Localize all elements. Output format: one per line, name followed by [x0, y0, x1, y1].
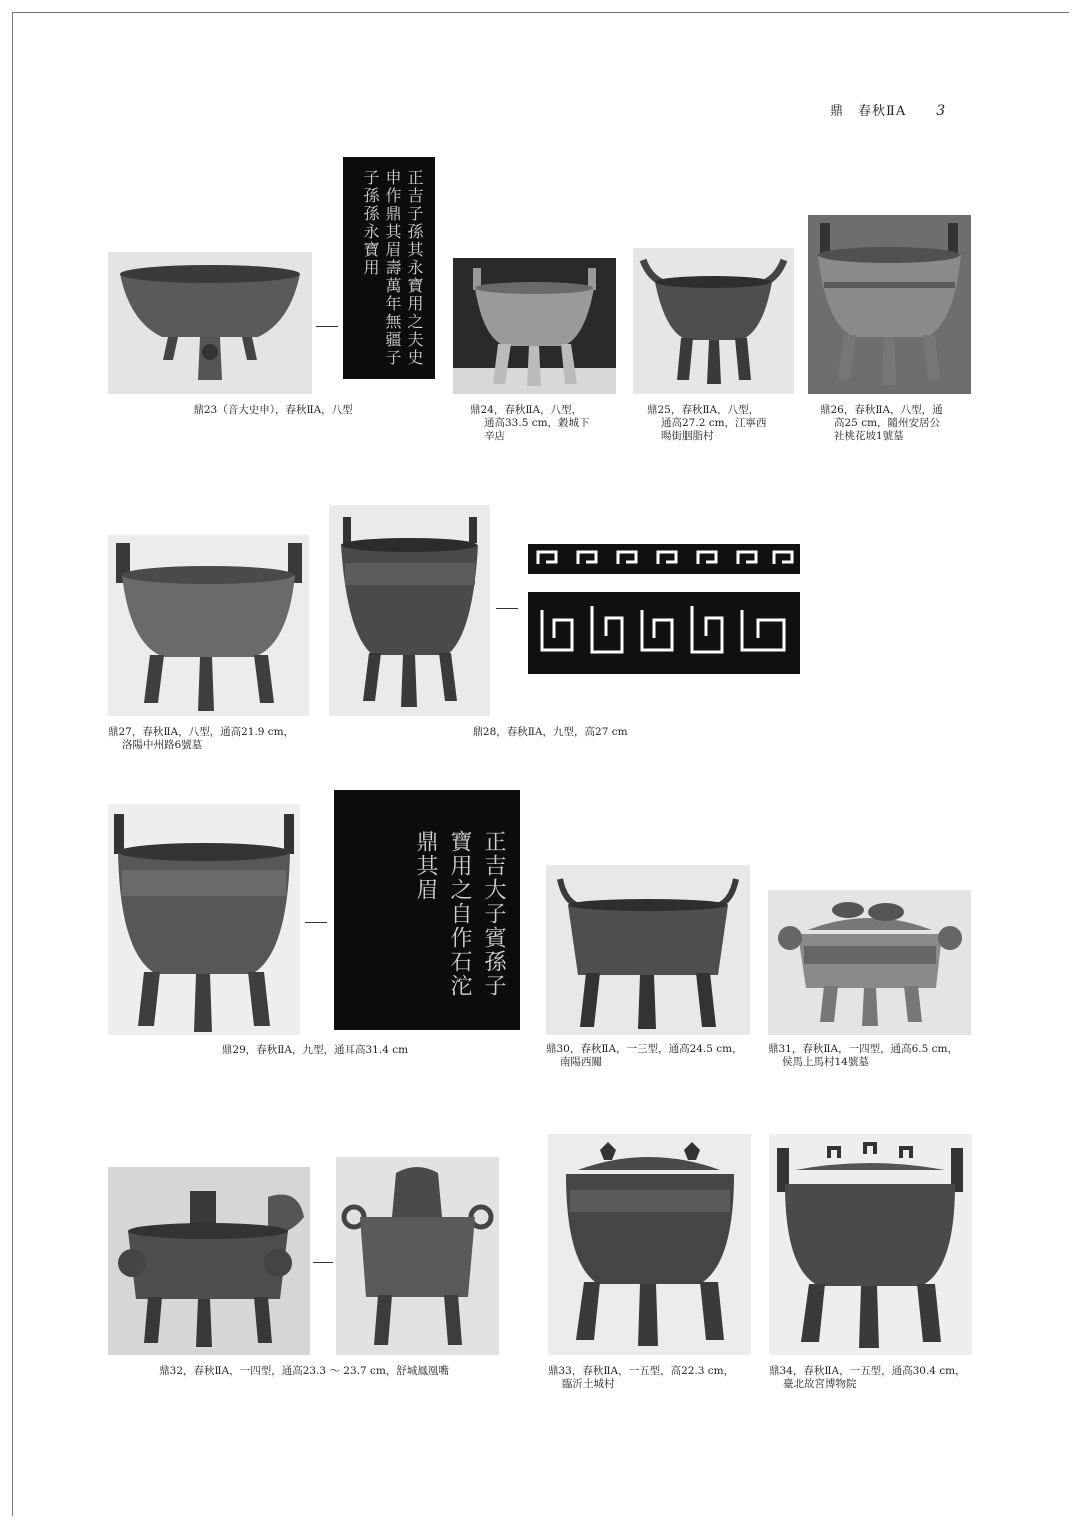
inscription-rubbing-29 [334, 790, 520, 1030]
caption-ding-25: 鼎25，春秋ⅡA，八型， 通高27.2 cm，江寧西 暘街胭脂村 [647, 404, 767, 442]
caption-ding-24: 鼎24，春秋ⅡA，八型， 通高33.5 cm，穀城下 辛店 [470, 404, 590, 442]
connector-dash [496, 608, 518, 609]
header-title: 鼎 春秋ⅡA [830, 104, 907, 119]
photo-ding-32-front [336, 1157, 499, 1355]
photo-ding-28 [329, 505, 490, 716]
caption-ding-23: 鼎23（⾳大史申），春秋ⅡA，八型 [193, 404, 353, 416]
caption-ding-28: 鼎28，春秋ⅡA，九型，高27 cm [472, 726, 628, 738]
photo-ding-25 [633, 248, 794, 394]
inscription-glyphs: 正吉子孫其永寶用之夫史申作鼎其眉壽萬年無疆子子孫孫永寶用 [361, 169, 424, 367]
caption-ding-34: 鼎34，春秋ⅡA，一五型，通高30.4 cm， 臺北故宮博物院 [769, 1365, 966, 1390]
connector-dash [313, 1262, 333, 1263]
caption-ding-32: 鼎32，春秋ⅡA，一四型，通高23.3 ～ 23.7 cm，舒城鳳凰嘴 [159, 1365, 449, 1377]
caption-ding-33: 鼎33，春秋ⅡA，一五型，高22.3 cm， 臨沂土城村 [548, 1365, 735, 1390]
photo-ding-29 [108, 804, 300, 1035]
photo-ding-32-side [108, 1167, 310, 1355]
caption-ding-29: 鼎29，春秋ⅡA，九型，通耳高31.4 cm [221, 1044, 409, 1056]
photo-ding-31 [768, 890, 971, 1035]
connector-dash [305, 922, 327, 923]
photo-ding-23 [108, 252, 312, 394]
inscription-rubbing-23 [343, 157, 435, 379]
photo-ding-30 [546, 865, 750, 1035]
photo-ding-24 [453, 258, 616, 394]
inscription-glyphs: 正吉大子賓孫子寶用之自作石沱鼎其眉 [413, 830, 506, 998]
caption-ding-30: 鼎30，春秋ⅡA，一三型，通高24.5 cm， 南陽西關 [546, 1043, 743, 1068]
running-header [830, 100, 946, 119]
connector-dash [316, 326, 338, 327]
caption-ding-26: 鼎26，春秋ⅡA，八型，通 高25 cm，隨州安居公 社桃花坡1號墓 [820, 404, 943, 442]
caption-ding-27: 鼎27，春秋ⅡA，八型，通高21.9 cm， 洛陽中州路6號墓 [108, 726, 295, 751]
photo-ding-26 [808, 215, 971, 394]
caption-ding-31: 鼎31，春秋ⅡA，一四型，通高6.5 cm， 侯馬上馬村14號墓 [768, 1043, 958, 1068]
ornament-rubbing-28 [522, 540, 804, 676]
photo-ding-27 [108, 535, 309, 716]
page-number: 3 [936, 103, 947, 119]
photo-ding-33 [548, 1134, 751, 1355]
photo-ding-34 [769, 1134, 972, 1355]
